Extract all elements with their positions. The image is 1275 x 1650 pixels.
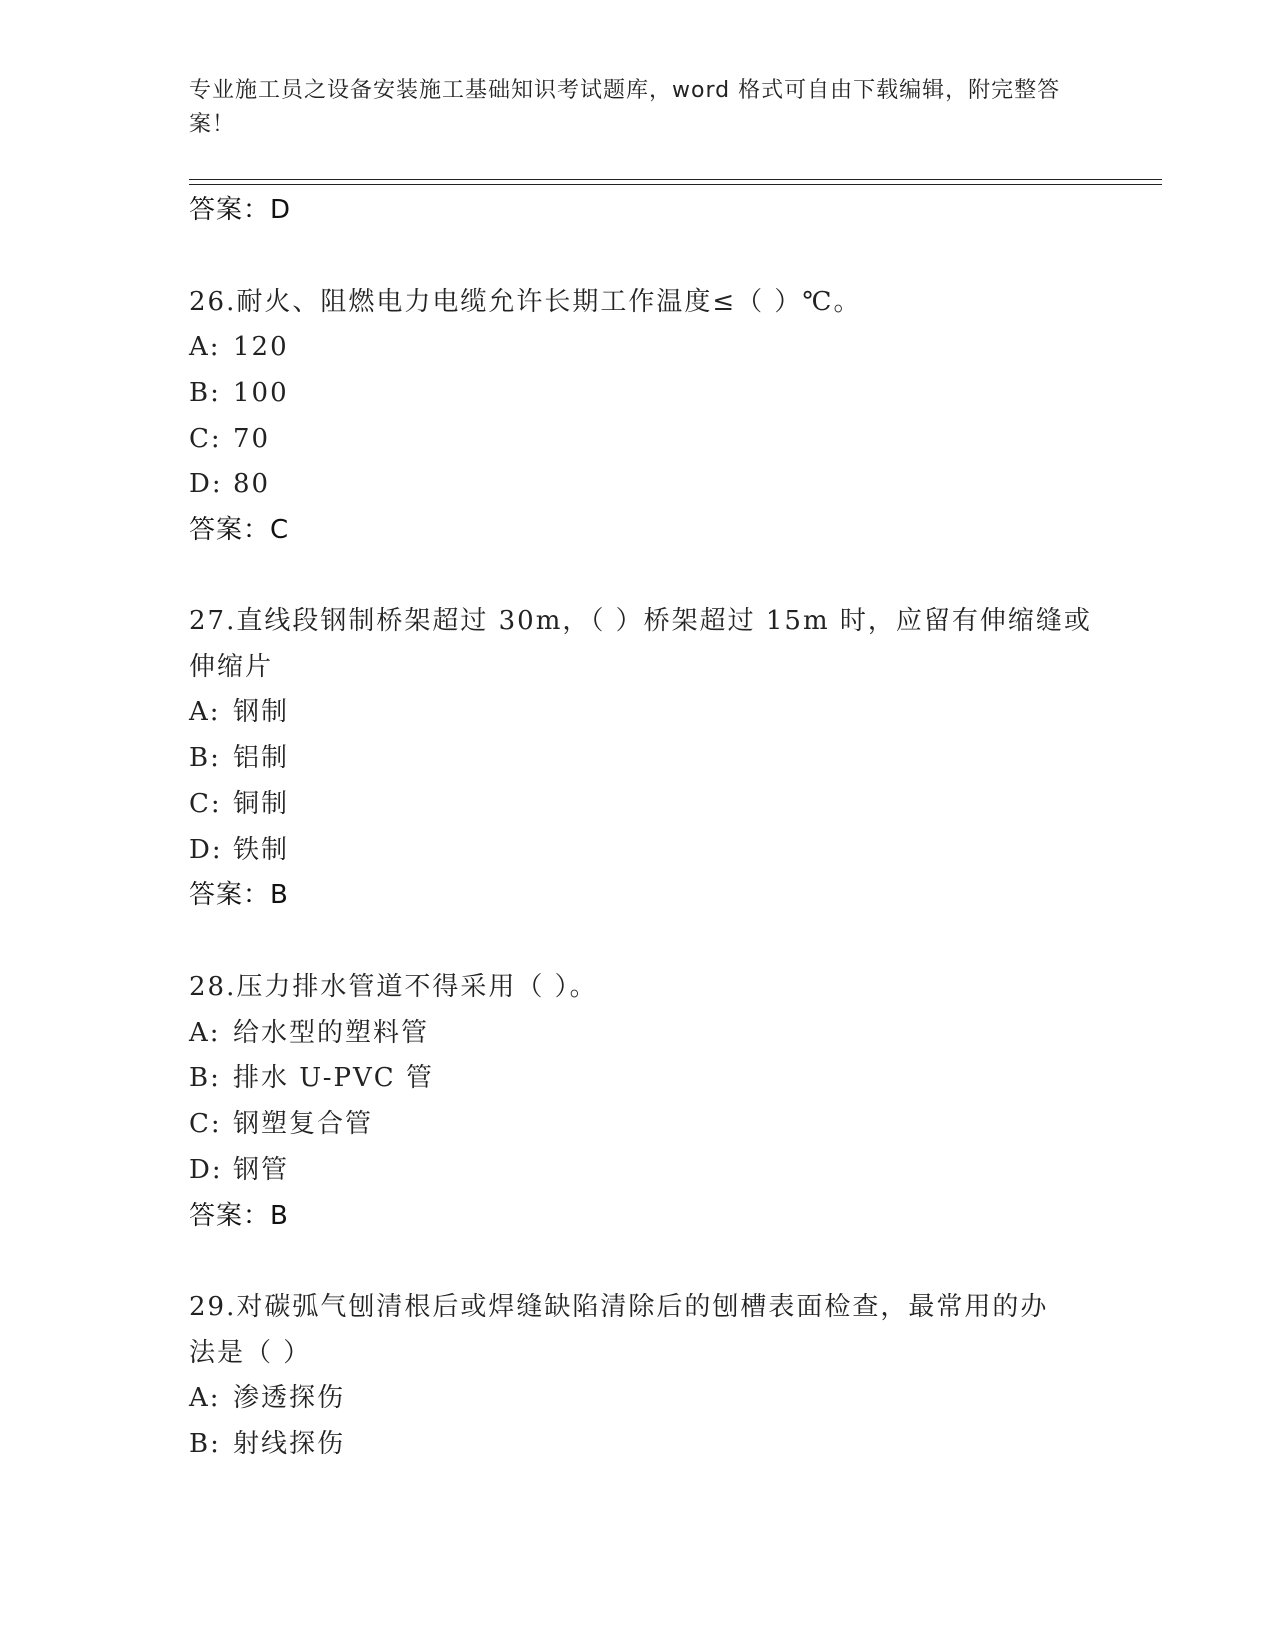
question-26-option-a: [189, 329, 289, 365]
question-29-option-b: [189, 1426, 345, 1462]
option-text: 120: [233, 332, 289, 362]
answer-q25: 答案：D: [189, 195, 292, 225]
option-label: B:: [189, 378, 221, 408]
option-text: 钢管: [233, 1155, 290, 1185]
question-27-text-line2: 伸缩片: [189, 652, 274, 682]
option-text: 100: [233, 378, 289, 408]
header-divider-top: [189, 179, 1162, 180]
question-27-text-line1: 27.直线段钢制桥架超过 30m，（ ）桥架超过 15m 时，应留有伸缩缝或: [189, 606, 1092, 636]
question-27-option-d: [189, 832, 289, 868]
option-label: B:: [189, 1429, 221, 1459]
question-27-option-c: [189, 786, 289, 822]
header-divider-bottom: [189, 184, 1162, 185]
question-28-text: 28.压力排水管道不得采用（ ）。: [189, 972, 598, 1002]
option-label: B:: [189, 743, 221, 773]
option-label: D:: [189, 469, 223, 499]
option-text: 铁制: [233, 835, 290, 865]
option-label: C:: [189, 424, 222, 454]
option-label: A:: [189, 697, 221, 727]
option-label: A:: [189, 332, 221, 362]
question-27-option-b: [189, 740, 289, 776]
document-header: 专业施工员之设备安装施工基础知识考试题库，word 格式可自由下载编辑，附完整答案！: [189, 78, 1061, 137]
question-26-option-d: [189, 466, 270, 502]
answer-q26: 答案：C: [189, 515, 290, 545]
option-text: 铜制: [233, 789, 290, 819]
option-label: C:: [189, 789, 222, 819]
option-text: 70: [233, 424, 271, 454]
question-28-option-a: [189, 1015, 429, 1051]
option-label: A:: [189, 1018, 221, 1048]
question-29-text-line1: 29.对碳弧气刨清根后或焊缝缺陷清除后的刨槽表面检查，最常用的办: [189, 1292, 1049, 1322]
option-label: B:: [189, 1063, 221, 1093]
option-text: 钢塑复合管: [233, 1109, 374, 1139]
option-text: 排水 U-PVC 管: [233, 1063, 434, 1093]
question-28-option-b: [189, 1060, 434, 1096]
question-29-option-a: [189, 1380, 345, 1416]
option-text: 80: [233, 469, 271, 499]
question-26-option-c: [189, 421, 270, 457]
option-text: 射线探伤: [233, 1429, 346, 1459]
answer-q27: 答案：B: [189, 880, 289, 910]
option-text: 渗透探伤: [233, 1383, 346, 1413]
option-label: A:: [189, 1383, 221, 1413]
option-text: 钢制: [233, 697, 290, 727]
question-28-option-c: [189, 1106, 373, 1142]
option-text: 给水型的塑料管: [233, 1018, 430, 1048]
question-26-text: 26.耐火、阻燃电力电缆允许长期工作温度≤（ ）℃。: [189, 287, 862, 317]
option-label: D:: [189, 835, 223, 865]
question-26-option-b: [189, 375, 289, 411]
question-29-text-line2: 法是（ ）: [189, 1338, 312, 1368]
option-label: C:: [189, 1109, 222, 1139]
question-28-option-d: [189, 1152, 289, 1188]
option-text: 铝制: [233, 743, 290, 773]
question-27-option-a: [189, 694, 289, 730]
option-label: D:: [189, 1155, 223, 1185]
answer-q28: 答案：B: [189, 1201, 289, 1231]
